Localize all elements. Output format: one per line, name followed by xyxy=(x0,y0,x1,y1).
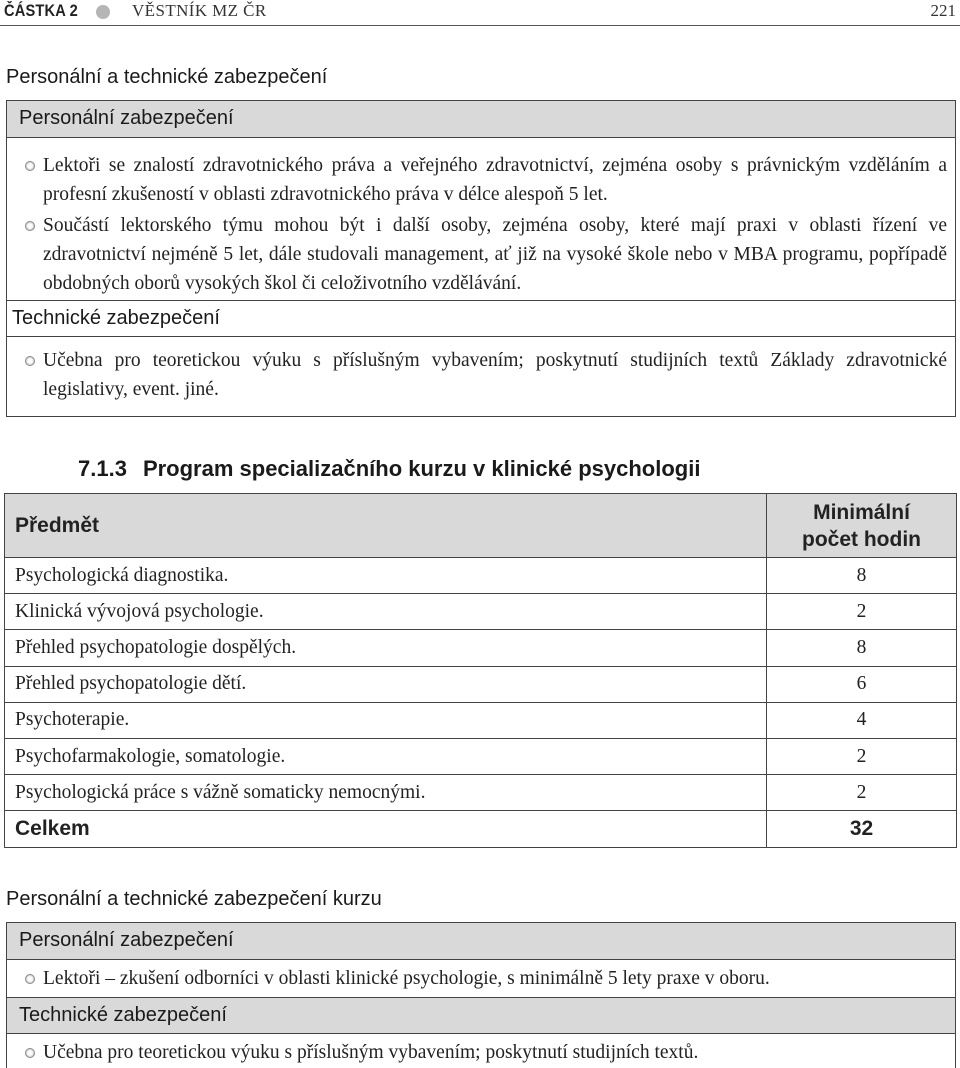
technical-heading: Technické zabezpečení xyxy=(7,300,955,337)
journal-name: VĚSTNÍK MZ ČR xyxy=(132,1,267,20)
bullet-icon xyxy=(25,221,35,231)
program-number: 7.1.3 xyxy=(78,456,127,481)
technical-list xyxy=(7,1034,955,1067)
technical-heading: Technické zabezpečení xyxy=(7,997,955,1034)
part-label: ČÁSTKA 2 xyxy=(4,1,78,20)
personnel-list xyxy=(7,960,955,997)
bullet-icon xyxy=(25,161,35,171)
list-item: Lektoři se znalostí zdravotnického práva a veřejného zdravotnictví, zejména osoby s právnickým vzděláním a profesní zkušeností v oblasti zdravotnického práva v délce alespoň 5 let. xyxy=(7,151,955,209)
personnel-heading: Personální zabezpečení xyxy=(7,923,955,960)
program-title: Program specializačního kurzu v klinické psychologii xyxy=(142,456,701,481)
list-item: Součástí lektorského týmu mohou být i další osoby, zejména osoby, které mají praxi v oblasti řízení ve zdravotnictví nejméně 5 let, dále studovali management, ať již na vysoké škole nebo v MBA programu, popřípadě obdobných oborů vysokých škol či celoživotního vzdělávání. xyxy=(7,211,955,298)
column-header-subject: Předmět xyxy=(5,494,767,558)
personnel-list xyxy=(7,138,955,298)
table-row: Psychoterapie. 4 xyxy=(5,702,957,738)
table-row: Přehled psychopatologie dětí. 6 xyxy=(5,666,957,702)
list-item: Učebna pro teoretickou výuku s příslušným vybavením; poskytnutí studijních textů Základy zdravotnické legislativy, event. jiné. xyxy=(7,346,955,404)
table-row: Přehled psychopatologie dospělých. 8 xyxy=(5,630,957,666)
bullet-separator-icon xyxy=(96,5,110,19)
technical-list xyxy=(7,337,955,404)
total-value: 32 xyxy=(767,811,957,848)
table-row: Psychofarmakologie, somatologie. 2 xyxy=(5,738,957,774)
table-row: Klinická vývojová psychologie. 2 xyxy=(5,594,957,630)
table-row: Psychologická práce s vážně somaticky nemocnými. 2 xyxy=(5,775,957,811)
personnel-heading: Personální zabezpečení xyxy=(7,101,955,138)
bullet-icon xyxy=(25,974,35,984)
program-table xyxy=(4,493,957,848)
table-row: Psychologická diagnostika. 8 xyxy=(5,558,957,594)
page-number: 221 xyxy=(930,1,956,20)
table-total-row xyxy=(5,811,957,848)
list-item: Učebna pro teoretickou výuku s příslušným vybavením; poskytnutí studijních textů. xyxy=(7,1038,955,1067)
total-label: Celkem xyxy=(5,811,767,848)
table-header-row xyxy=(5,494,957,558)
column-header-hours: Minimální počet hodin xyxy=(767,494,957,558)
course-staffing-box xyxy=(6,922,956,1068)
bullet-icon xyxy=(25,1048,35,1058)
program-heading xyxy=(78,456,700,482)
section-title-staffing: Personální a technické zabezpečení xyxy=(6,66,328,88)
section-title-course-staffing: Personální a technické zabezpečení kurzu xyxy=(6,888,382,910)
list-item: Lektoři – zkušení odborníci v oblasti klinické psychologie, s minimálně 5 lety praxe v oboru. xyxy=(7,964,955,993)
page-header xyxy=(0,0,960,26)
staffing-box xyxy=(6,100,956,417)
bullet-icon xyxy=(25,356,35,366)
